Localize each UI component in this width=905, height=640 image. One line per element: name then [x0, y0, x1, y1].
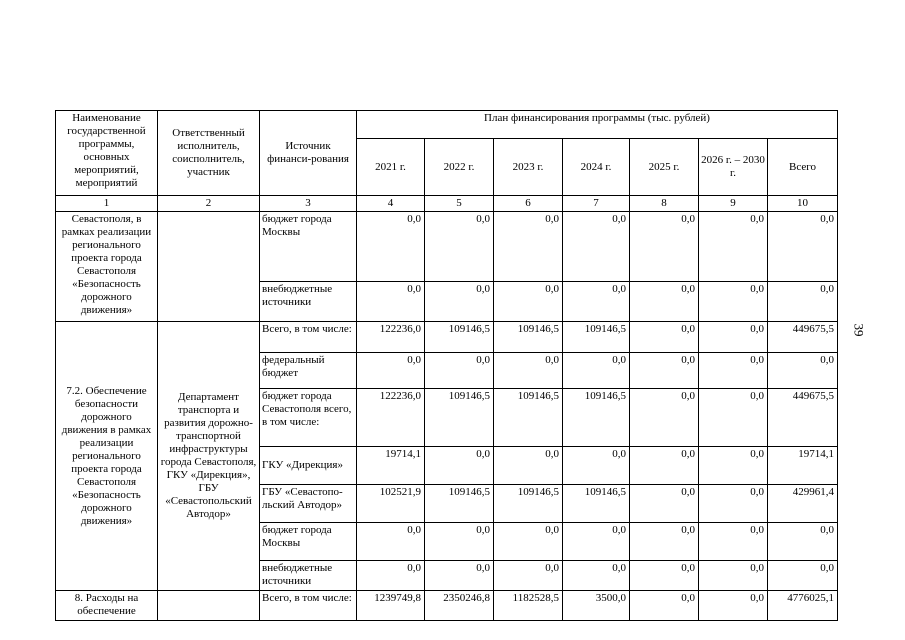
header-plan: План финансирования программы (тыс. рублей) — [357, 111, 838, 139]
source-cell: бюджет города Москвы — [260, 523, 357, 561]
value-cell: 0,0 — [494, 282, 563, 322]
value-cell: 0,0 — [699, 523, 768, 561]
value-cell: 0,0 — [425, 282, 494, 322]
value-cell: 0,0 — [768, 282, 838, 322]
value-cell: 0,0 — [563, 447, 630, 485]
value-cell: 0,0 — [357, 282, 425, 322]
header-year: 2024 г. — [563, 139, 630, 196]
column-number: 2 — [158, 196, 260, 212]
value-cell: 109146,5 — [494, 389, 563, 447]
executor-cell — [158, 591, 260, 621]
value-cell: 449675,5 — [768, 389, 838, 447]
value-cell: 109146,5 — [425, 485, 494, 523]
header-year: 2021 г. — [357, 139, 425, 196]
value-cell: 4776025,1 — [768, 591, 838, 621]
value-cell: 0,0 — [699, 322, 768, 353]
value-cell: 0,0 — [357, 212, 425, 282]
source-cell: бюджет города Севастополя всего, в том числе: — [260, 389, 357, 447]
value-cell: 0,0 — [357, 523, 425, 561]
value-cell: 102521,9 — [357, 485, 425, 523]
column-number: 8 — [630, 196, 699, 212]
column-number: 10 — [768, 196, 838, 212]
table-row — [56, 212, 838, 282]
column-number: 6 — [494, 196, 563, 212]
value-cell: 0,0 — [563, 353, 630, 389]
value-cell: 19714,1 — [357, 447, 425, 485]
source-cell: Всего, в том числе: — [260, 322, 357, 353]
value-cell: 1239749,8 — [357, 591, 425, 621]
column-number: 1 — [56, 196, 158, 212]
header-executor: Ответственный исполнитель, соисполнитель, участник — [158, 111, 260, 196]
header-total: Всего — [768, 139, 838, 196]
value-cell: 0,0 — [630, 447, 699, 485]
page-number: 39 — [851, 323, 867, 337]
value-cell: 449675,5 — [768, 322, 838, 353]
value-cell: 0,0 — [425, 447, 494, 485]
value-cell: 122236,0 — [357, 322, 425, 353]
value-cell: 0,0 — [425, 212, 494, 282]
value-cell: 109146,5 — [563, 485, 630, 523]
header-year: 2022 г. — [425, 139, 494, 196]
value-cell: 0,0 — [494, 561, 563, 591]
source-cell: внебюджетные источники — [260, 561, 357, 591]
value-cell: 0,0 — [699, 282, 768, 322]
value-cell: 0,0 — [630, 389, 699, 447]
value-cell: 19714,1 — [768, 447, 838, 485]
value-cell: 0,0 — [699, 447, 768, 485]
value-cell: 0,0 — [768, 561, 838, 591]
value-cell: 0,0 — [357, 353, 425, 389]
value-cell: 0,0 — [699, 353, 768, 389]
header-row-1 — [56, 111, 838, 139]
value-cell: 0,0 — [630, 353, 699, 389]
value-cell: 0,0 — [630, 561, 699, 591]
column-number: 7 — [563, 196, 630, 212]
value-cell: 3500,0 — [563, 591, 630, 621]
value-cell: 122236,0 — [357, 389, 425, 447]
value-cell: 109146,5 — [425, 322, 494, 353]
column-number: 9 — [699, 196, 768, 212]
value-cell: 0,0 — [768, 523, 838, 561]
value-cell: 0,0 — [563, 561, 630, 591]
header-year: 2026 г. – 2030 г. — [699, 139, 768, 196]
value-cell: 0,0 — [425, 561, 494, 591]
value-cell: 109146,5 — [563, 389, 630, 447]
value-cell: 0,0 — [630, 485, 699, 523]
value-cell: 0,0 — [699, 591, 768, 621]
header-name: Наименование государственной программы, основных мероприятий, мероприятий — [56, 111, 158, 196]
value-cell: 0,0 — [630, 591, 699, 621]
value-cell: 0,0 — [357, 561, 425, 591]
header-source: Источник финанси-рования — [260, 111, 357, 196]
value-cell: 0,0 — [630, 523, 699, 561]
value-cell: 0,0 — [630, 212, 699, 282]
value-cell: 109146,5 — [563, 322, 630, 353]
header-year: 2025 г. — [630, 139, 699, 196]
header-year: 2023 г. — [494, 139, 563, 196]
value-cell: 0,0 — [425, 353, 494, 389]
column-number: 5 — [425, 196, 494, 212]
value-cell: 0,0 — [630, 282, 699, 322]
value-cell: 429961,4 — [768, 485, 838, 523]
value-cell: 0,0 — [563, 282, 630, 322]
value-cell: 0,0 — [563, 523, 630, 561]
value-cell: 0,0 — [699, 561, 768, 591]
value-cell: 2350246,8 — [425, 591, 494, 621]
value-cell: 0,0 — [563, 212, 630, 282]
source-cell: федеральный бюджет — [260, 353, 357, 389]
value-cell: 109146,5 — [494, 322, 563, 353]
program-name-cell: 7.2. Обеспечение безопасности дорожного движения в рамках реализации регионального проекта города Севастополя «Безопасность дорожного движения» — [56, 322, 158, 591]
value-cell: 0,0 — [494, 353, 563, 389]
column-number: 4 — [357, 196, 425, 212]
table-row — [56, 322, 838, 353]
column-numbers-row — [56, 196, 838, 212]
source-cell: внебюджетные источники — [260, 282, 357, 322]
source-cell: Всего, в том числе: — [260, 591, 357, 621]
value-cell: 0,0 — [768, 212, 838, 282]
table-row — [56, 591, 838, 621]
column-number: 3 — [260, 196, 357, 212]
source-cell: ГБУ «Севастопо-льский Автодор» — [260, 485, 357, 523]
value-cell: 109146,5 — [494, 485, 563, 523]
value-cell: 0,0 — [699, 212, 768, 282]
source-cell: ГКУ «Дирекция» — [260, 447, 357, 485]
value-cell: 0,0 — [494, 523, 563, 561]
financing-table — [55, 110, 838, 621]
value-cell: 0,0 — [630, 322, 699, 353]
value-cell: 0,0 — [768, 353, 838, 389]
program-name-cell: Севастополя, в рамках реализации регионального проекта города Севастополя «Безопасность дорожного движения» — [56, 212, 158, 322]
executor-cell: Департамент транспорта и развития дорожно-транспортной инфраструктуры города Севастополя, ГКУ «Дирекция», ГБУ «Севастопольский Автодор» — [158, 322, 260, 591]
value-cell: 0,0 — [425, 523, 494, 561]
value-cell: 0,0 — [494, 447, 563, 485]
value-cell: 109146,5 — [425, 389, 494, 447]
value-cell: 0,0 — [699, 389, 768, 447]
value-cell: 0,0 — [699, 485, 768, 523]
value-cell: 1182528,5 — [494, 591, 563, 621]
program-name-cell: 8. Расходы на обеспечение — [56, 591, 158, 621]
executor-cell — [158, 212, 260, 322]
source-cell: бюджет города Москвы — [260, 212, 357, 282]
value-cell: 0,0 — [494, 212, 563, 282]
